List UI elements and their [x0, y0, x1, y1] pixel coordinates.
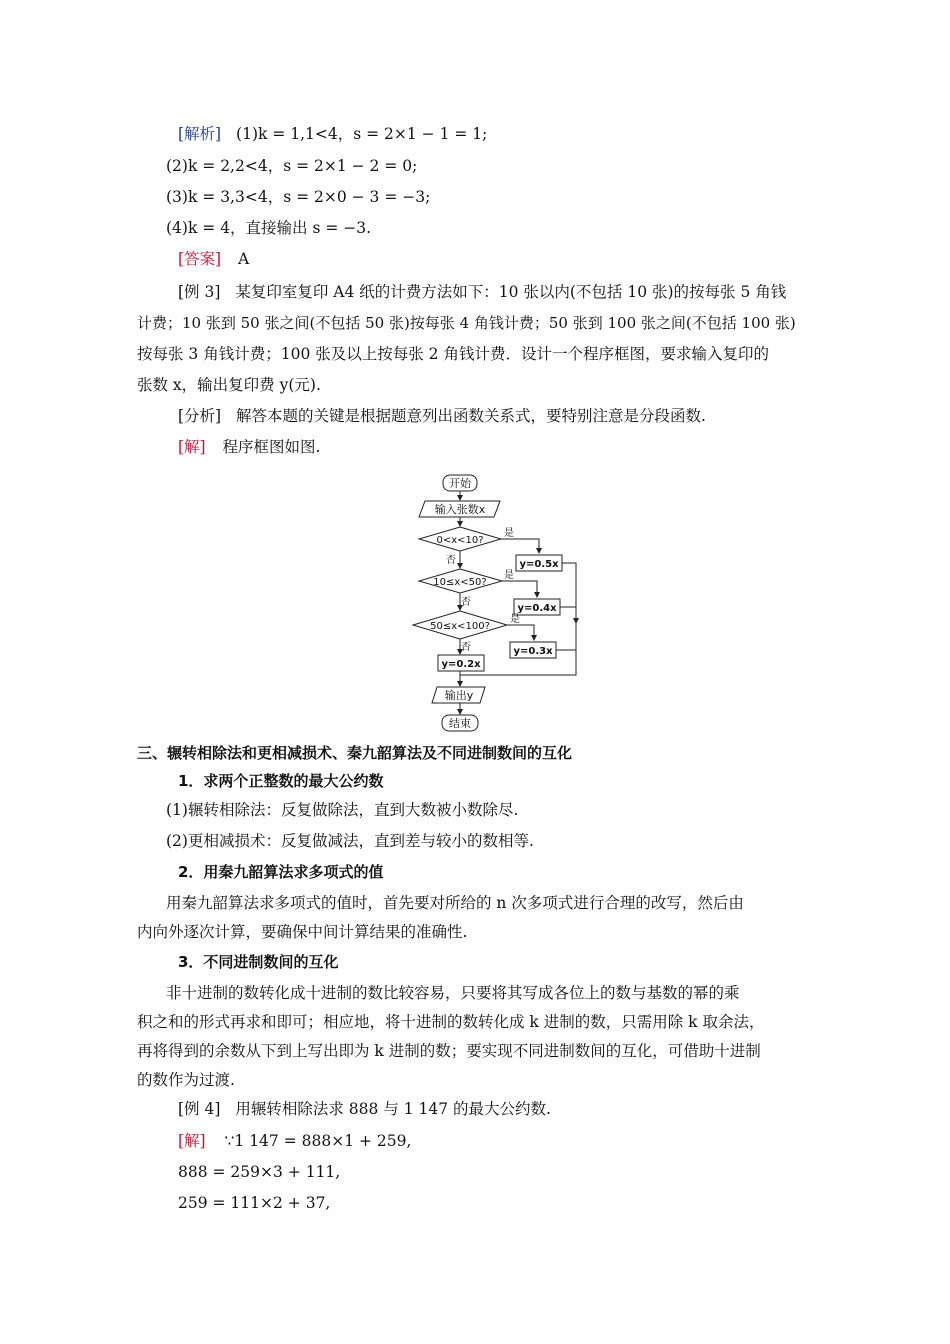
analysis-step-1: (1)k = 1,1<4，s = 2×1 − 1 = 1; [236, 125, 488, 143]
example4-step-2: 888 = 259×3 + 111, [178, 1163, 341, 1181]
analysis-step-2: (2)k = 2,2<4，s = 2×1 − 2 = 0; [166, 157, 418, 175]
analysis-step-3: (3)k = 3,3<4，s = 2×0 − 3 = −3; [166, 188, 431, 206]
example3-text-2: 计费；10 张到 50 张之间(不包括 50 张)按每张 4 角钱计费；50 张到 100 张之间(不包括 100 张) [137, 314, 796, 332]
example3-line-1 [178, 282, 786, 302]
example3-label: [例 3] [178, 283, 221, 301]
flow-input-text: 输入张数x [434, 503, 486, 516]
analysis-step-4: (4)k = 4，直接输出 s = −3. [166, 219, 372, 237]
example4-step-1: ∵1 147 = 888×1 + 259, [224, 1132, 412, 1150]
section3-p2: (2)更相减损术：反复做减法，直到差与较小的数相等. [166, 832, 534, 850]
flow-start-text: 开始 [449, 477, 471, 490]
answer-label: [答案] [178, 250, 222, 268]
flow-assign1-text: y=0.5x [519, 559, 559, 570]
section3-title: 三、辗转相除法和更相减损术、秦九韶算法及不同进制数间的互化 [137, 744, 573, 762]
solution3-line [178, 437, 320, 457]
flow-yes-2: 是 [504, 570, 514, 581]
flow-assign2-text: y=0.4x [517, 603, 557, 614]
section3-sub1: 1．求两个正整数的最大公约数 [178, 772, 384, 790]
section3-p1: (1)辗转相除法：反复做除法，直到大数被小数除尽. [166, 801, 519, 819]
section3-sub3: 3．不同进制数间的互化 [178, 953, 339, 971]
answer-line [178, 249, 249, 269]
flow-no-3: 否 [461, 642, 471, 653]
flow-cond1-text: 0<x<10? [436, 535, 484, 546]
flow-output-text: 输出y [444, 689, 474, 702]
example4-sol-line [178, 1131, 411, 1151]
flow-assign3-text: y=0.3x [513, 646, 553, 657]
analysis-line-1 [178, 124, 487, 144]
example3-text-4: 张数 x，输出复印费 y(元). [137, 376, 321, 394]
section3-p4d: 的数作为过渡. [137, 1071, 235, 1089]
example4-sol-label: [解] [178, 1132, 206, 1150]
solution3-label: [解] [178, 438, 206, 456]
example4-text: 用辗转相除法求 888 与 1 147 的最大公约数. [235, 1100, 551, 1118]
example4-line [178, 1099, 551, 1119]
flow-cond2-text: 10≤x<50? [433, 577, 487, 588]
flow-cond3-text: 50≤x<100? [430, 621, 490, 632]
section3-p4c: 再将得到的余数从下到上写出即为 k 进制的数；要实现不同进制数间的互化，可借助十进制 [137, 1042, 761, 1060]
example3-text-1: 某复印室复印 A4 纸的计费方法如下：10 张以内(不包括 10 张)的按每张 5 角钱 [235, 283, 787, 301]
flow-no-2: 否 [461, 597, 471, 608]
solution3-text: 程序框图如图. [222, 438, 321, 456]
example4-step-3: 259 = 111×2 + 37, [178, 1194, 331, 1212]
section3-p4b: 积之和的形式再求和即可；相应地，将十进制的数转化成 k 进制的数，只需用除 k 取余法， [137, 1013, 765, 1031]
example3-text-3: 按每张 3 角钱计费；100 张及以上按每张 2 角钱计费．设计一个程序框图，要求输入复印的 [137, 345, 769, 363]
analysis-label: [解析] [178, 125, 222, 143]
flow-yes-3: 是 [510, 614, 520, 625]
analysis2-text: 解答本题的关键是根据题意列出函数关系式，要特别注意是分段函数. [236, 407, 706, 425]
flow-assign4-text: y=0.2x [441, 659, 481, 670]
section3-sub2: 2．用秦九韶算法求多项式的值 [178, 863, 384, 881]
analysis2-line [178, 406, 706, 426]
example4-label: [例 4] [178, 1100, 221, 1118]
flow-end-text: 结束 [449, 717, 471, 730]
flow-yes-1: 是 [504, 528, 514, 539]
answer-value: A [238, 250, 250, 268]
analysis2-label: [分析] [178, 407, 222, 425]
section3-p3b: 内向外逐次计算，要确保中间计算结果的准确性. [137, 923, 468, 941]
section3-p3a: 用秦九韶算法求多项式的值时，首先要对所给的 n 次多项式进行合理的改写，然后由 [166, 894, 744, 912]
flowchart [400, 470, 600, 736]
section3-p4a: 非十进制的数转化成十进制的数比较容易，只要将其写成各位上的数与基数的幂的乘 [166, 984, 740, 1002]
flow-no-1: 否 [446, 555, 456, 566]
